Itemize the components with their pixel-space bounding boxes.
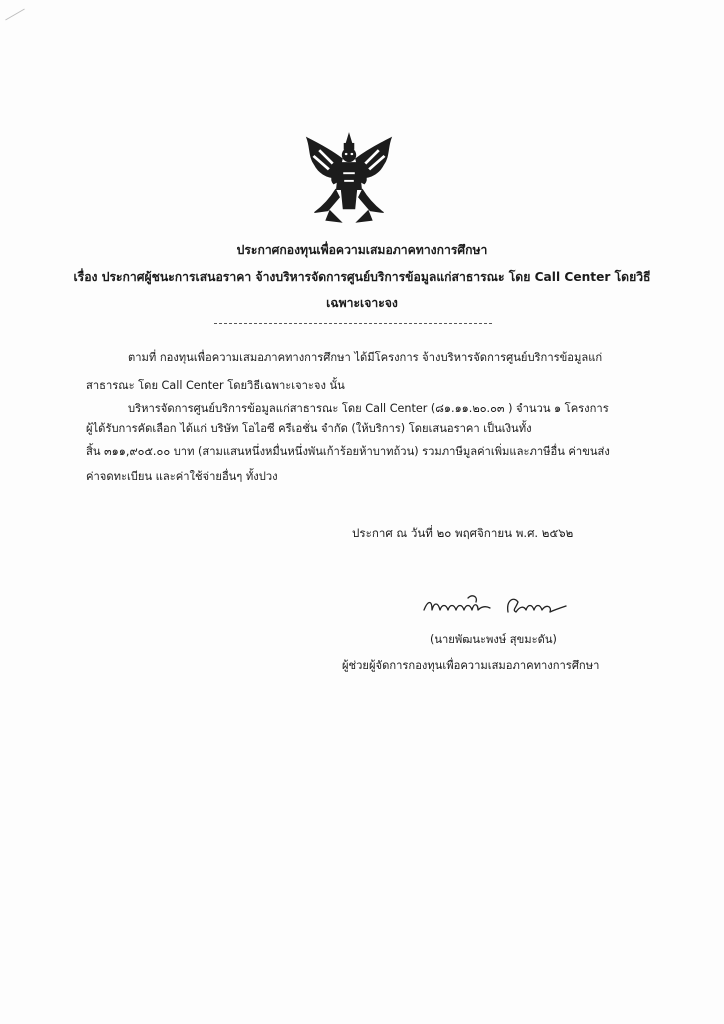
paragraph-line: ตามที่ กองทุนเพื่อความเสมอภาคทางการศึกษา ได้มีโครงการ จ้างบริหารจัดการศูนย์บริการข้อมูลแก่ — [128, 351, 603, 364]
dashed-divider — [214, 323, 492, 324]
paragraph-line: ค่าจดทะเบียน และค่าใช้จ่ายอื่นๆ ทั้งปวง — [86, 470, 278, 483]
garuda-emblem-icon — [300, 130, 398, 226]
handwritten-signature-icon — [420, 588, 570, 622]
announcement-subject: เรื่อง ประกาศผู้ชนะการเสนอราคา จ้างบริหารจัดการศูนย์บริการข้อมูลแก่สาธารณะ โดย Call Center โดยวิธี — [73, 270, 651, 284]
paragraph-line: ผู้ได้รับการคัดเลือก ได้แก่ บริษัท โอไอซี ครีเอชั่น จำกัด (ให้บริการ) โดยเสนอราคา เป็นเงินทั้ง — [86, 422, 532, 435]
announcement-subject-continued: เฉพาะเจาะจง — [326, 296, 398, 310]
paragraph-line: สิ้น ๓๑๑,๙๐๕.๐๐ บาท (สามแสนหนึ่งหมื่นหนึ่งพันเก้าร้อยห้าบาทถ้วน) รวมภาษีมูลค่าเพิ่มและภาษีอื่น ค่าขนส่ง — [86, 445, 610, 458]
corner-scan-mark — [5, 9, 25, 21]
paragraph-line: บริหารจัดการศูนย์บริการข้อมูลแก่สาธารณะ โดย Call Center (๘๑.๑๑.๒๐.๐๓ ) จำนวน ๑ โครงการ — [128, 402, 609, 415]
signer-name: (นายพัฒนะพงษ์ สุขมะดัน) — [430, 633, 557, 646]
announcement-date: ประกาศ ณ วันที่ ๒๐ พฤศจิกายน พ.ศ. ๒๕๖๒ — [352, 526, 574, 540]
announcement-title: ประกาศกองทุนเพื่อความเสมอภาคทางการศึกษา — [236, 243, 488, 257]
signer-position: ผู้ช่วยผู้จัดการกองทุนเพื่อความเสมอภาคทางการศึกษา — [342, 659, 600, 672]
paragraph-line: สาธารณะ โดย Call Center โดยวิธีเฉพาะเจาะจง นั้น — [86, 379, 345, 392]
